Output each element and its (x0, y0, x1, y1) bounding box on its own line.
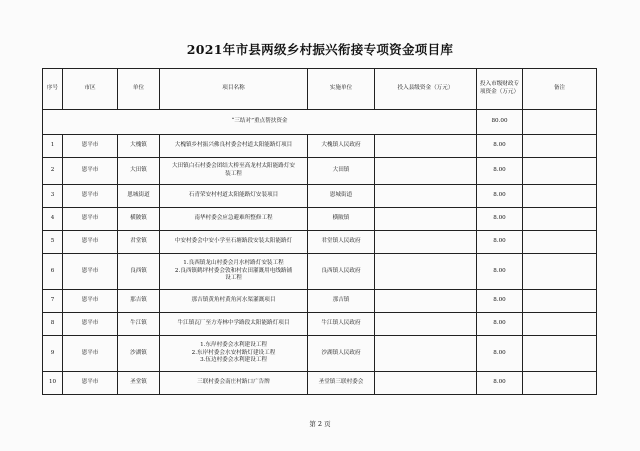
row-city: 恩平市 (63, 231, 118, 254)
table-body (43, 135, 597, 395)
header-seq: 序号 (43, 69, 63, 110)
project-line: 设工程 (225, 275, 242, 282)
row-implementer: 恩城街道 (308, 185, 375, 208)
row-unit: 沙湖镇 (118, 336, 160, 372)
row-unit: 圣堂镇 (118, 372, 160, 395)
table-row (43, 185, 597, 208)
project-line: 1.良西镇龙山村委会月水村路灯安装工程 (183, 260, 284, 267)
row-project (160, 254, 308, 290)
row-city-fund: 8.00 (477, 290, 523, 313)
row-city: 恩平市 (63, 336, 118, 372)
row-remark (523, 290, 597, 313)
project-line: 中安村委会中安小学至石塘路段安装太阳能路灯 (174, 238, 293, 245)
project-line: 石青荣安村村道太阳能路灯安装项目 (188, 192, 279, 199)
row-unit: 那吉镇 (118, 290, 160, 313)
table-row (43, 158, 597, 185)
row-seq: 10 (43, 372, 63, 395)
project-line: 那吉镇黄角村黄角河水渠灌溉项目 (191, 297, 276, 304)
row-implementer: 君堂镇人民政府 (308, 231, 375, 254)
row-city: 恩平市 (63, 254, 118, 290)
row-remark (523, 208, 597, 231)
row-seq: 1 (43, 135, 63, 158)
row-remark (523, 254, 597, 290)
row-city-fund: 8.00 (477, 372, 523, 395)
project-line: 大田镇白石村委会团结大桥至高龙村太阳能路灯安 (171, 163, 296, 170)
table-row (43, 135, 597, 158)
table-header-row (43, 69, 597, 110)
row-remark (523, 372, 597, 395)
row-implementer: 良西镇人民政府 (308, 254, 375, 290)
row-seq: 2 (43, 158, 63, 185)
project-line: 3.伍边村委会水利建设工程 (200, 357, 267, 364)
row-unit: 大田镇 (118, 158, 160, 185)
row-project (160, 290, 308, 313)
project-line: 大槐镇乡村振兴佛良村委会村道太阳能路灯项目 (174, 142, 293, 149)
row-seq: 8 (43, 313, 63, 336)
project-line: 装工程 (225, 171, 242, 177)
row-project (160, 208, 308, 231)
row-city-fund: 8.00 (477, 231, 523, 254)
row-project (160, 185, 308, 208)
row-implementer: 大槐镇人民政府 (308, 135, 375, 158)
row-project (160, 158, 308, 185)
row-city-fund: 8.00 (477, 158, 523, 185)
row-county-fund (375, 231, 477, 254)
header-city-fund: 投入市级财政专项资金（万元） (477, 69, 523, 110)
table-row (43, 372, 597, 395)
page-number: 第 2 页 (309, 420, 331, 428)
row-city: 恩平市 (63, 372, 118, 395)
row-county-fund (375, 254, 477, 290)
project-line: 南华村委会应急避难所整修工程 (194, 215, 273, 222)
row-implementer: 圣堂镇三联村委会 (308, 372, 375, 395)
header-county-fund: 投入县级资金（万元） (375, 69, 477, 110)
row-city-fund: 8.00 (477, 313, 523, 336)
row-city-fund: 8.00 (477, 254, 523, 290)
header-city: 市区 (63, 69, 118, 110)
row-implementer: 那吉镇 (308, 290, 375, 313)
page-title: 2021年市县两级乡村振兴衔接专项资金项目库 (186, 42, 454, 57)
row-seq: 6 (43, 254, 63, 290)
row-project (160, 135, 308, 158)
row-implementer: 沙湖镇人民政府 (308, 336, 375, 372)
row-seq: 7 (43, 290, 63, 313)
row-implementer: 横陂镇 (308, 208, 375, 231)
project-table (42, 68, 597, 395)
row-county-fund (375, 135, 477, 158)
section-row (43, 110, 597, 135)
project-line: 牛江镇瓦厂至方寿林中学路段太阳能路灯项目 (177, 320, 290, 327)
section-remark (523, 110, 597, 135)
row-city-fund: 8.00 (477, 208, 523, 231)
row-seq: 9 (43, 336, 63, 372)
row-project (160, 336, 308, 372)
row-unit: 恩城街道 (118, 185, 160, 208)
header-unit: 单位 (118, 69, 160, 110)
row-remark (523, 185, 597, 208)
row-county-fund (375, 158, 477, 185)
row-remark (523, 231, 597, 254)
row-unit: 良西镇 (118, 254, 160, 290)
row-city: 恩平市 (63, 158, 118, 185)
table-row (43, 336, 597, 372)
row-remark (523, 158, 597, 185)
header-project: 项目名称 (160, 69, 308, 110)
row-county-fund (375, 336, 477, 372)
row-seq: 5 (43, 231, 63, 254)
header-remark: 备注 (523, 69, 597, 110)
row-city-fund: 8.00 (477, 135, 523, 158)
row-remark (523, 135, 597, 158)
row-implementer: 牛江镇人民政府 (308, 313, 375, 336)
row-city: 恩平市 (63, 290, 118, 313)
row-seq: 3 (43, 185, 63, 208)
row-county-fund (375, 290, 477, 313)
row-project (160, 231, 308, 254)
project-line: 2.良西镇鹤坪村委会敦和村农田灌溉用电线路铺 (174, 267, 293, 274)
row-remark (523, 313, 597, 336)
row-county-fund (375, 313, 477, 336)
section-label: “三结对”重点帮扶资金 (43, 110, 477, 135)
row-county-fund (375, 372, 477, 395)
row-city: 恩平市 (63, 185, 118, 208)
row-city: 恩平市 (63, 313, 118, 336)
row-project (160, 313, 308, 336)
table-row (43, 254, 597, 290)
row-county-fund (375, 185, 477, 208)
table-row (43, 290, 597, 313)
row-county-fund (375, 208, 477, 231)
row-city: 恩平市 (63, 135, 118, 158)
row-project (160, 372, 308, 395)
section-total: 80.00 (477, 110, 523, 135)
header-implementer: 实施单位 (308, 69, 375, 110)
row-unit: 横陂镇 (118, 208, 160, 231)
row-implementer: 大田镇 (308, 158, 375, 185)
row-unit: 大槐镇 (118, 135, 160, 158)
project-line: 1.东岸村委会水利建设工程 (200, 342, 267, 349)
table-row (43, 231, 597, 254)
row-unit: 君堂镇 (118, 231, 160, 254)
row-city-fund: 8.00 (477, 185, 523, 208)
table-row (43, 208, 597, 231)
project-line: 2.东岸村委会水安村路灯建设工程 (191, 349, 276, 356)
row-remark (523, 336, 597, 372)
row-city: 恩平市 (63, 208, 118, 231)
row-unit: 牛江镇 (118, 313, 160, 336)
table-row (43, 313, 597, 336)
project-line: 三联村委会南庄村路口广告牌 (197, 379, 270, 386)
row-seq: 4 (43, 208, 63, 231)
row-city-fund: 8.00 (477, 336, 523, 372)
